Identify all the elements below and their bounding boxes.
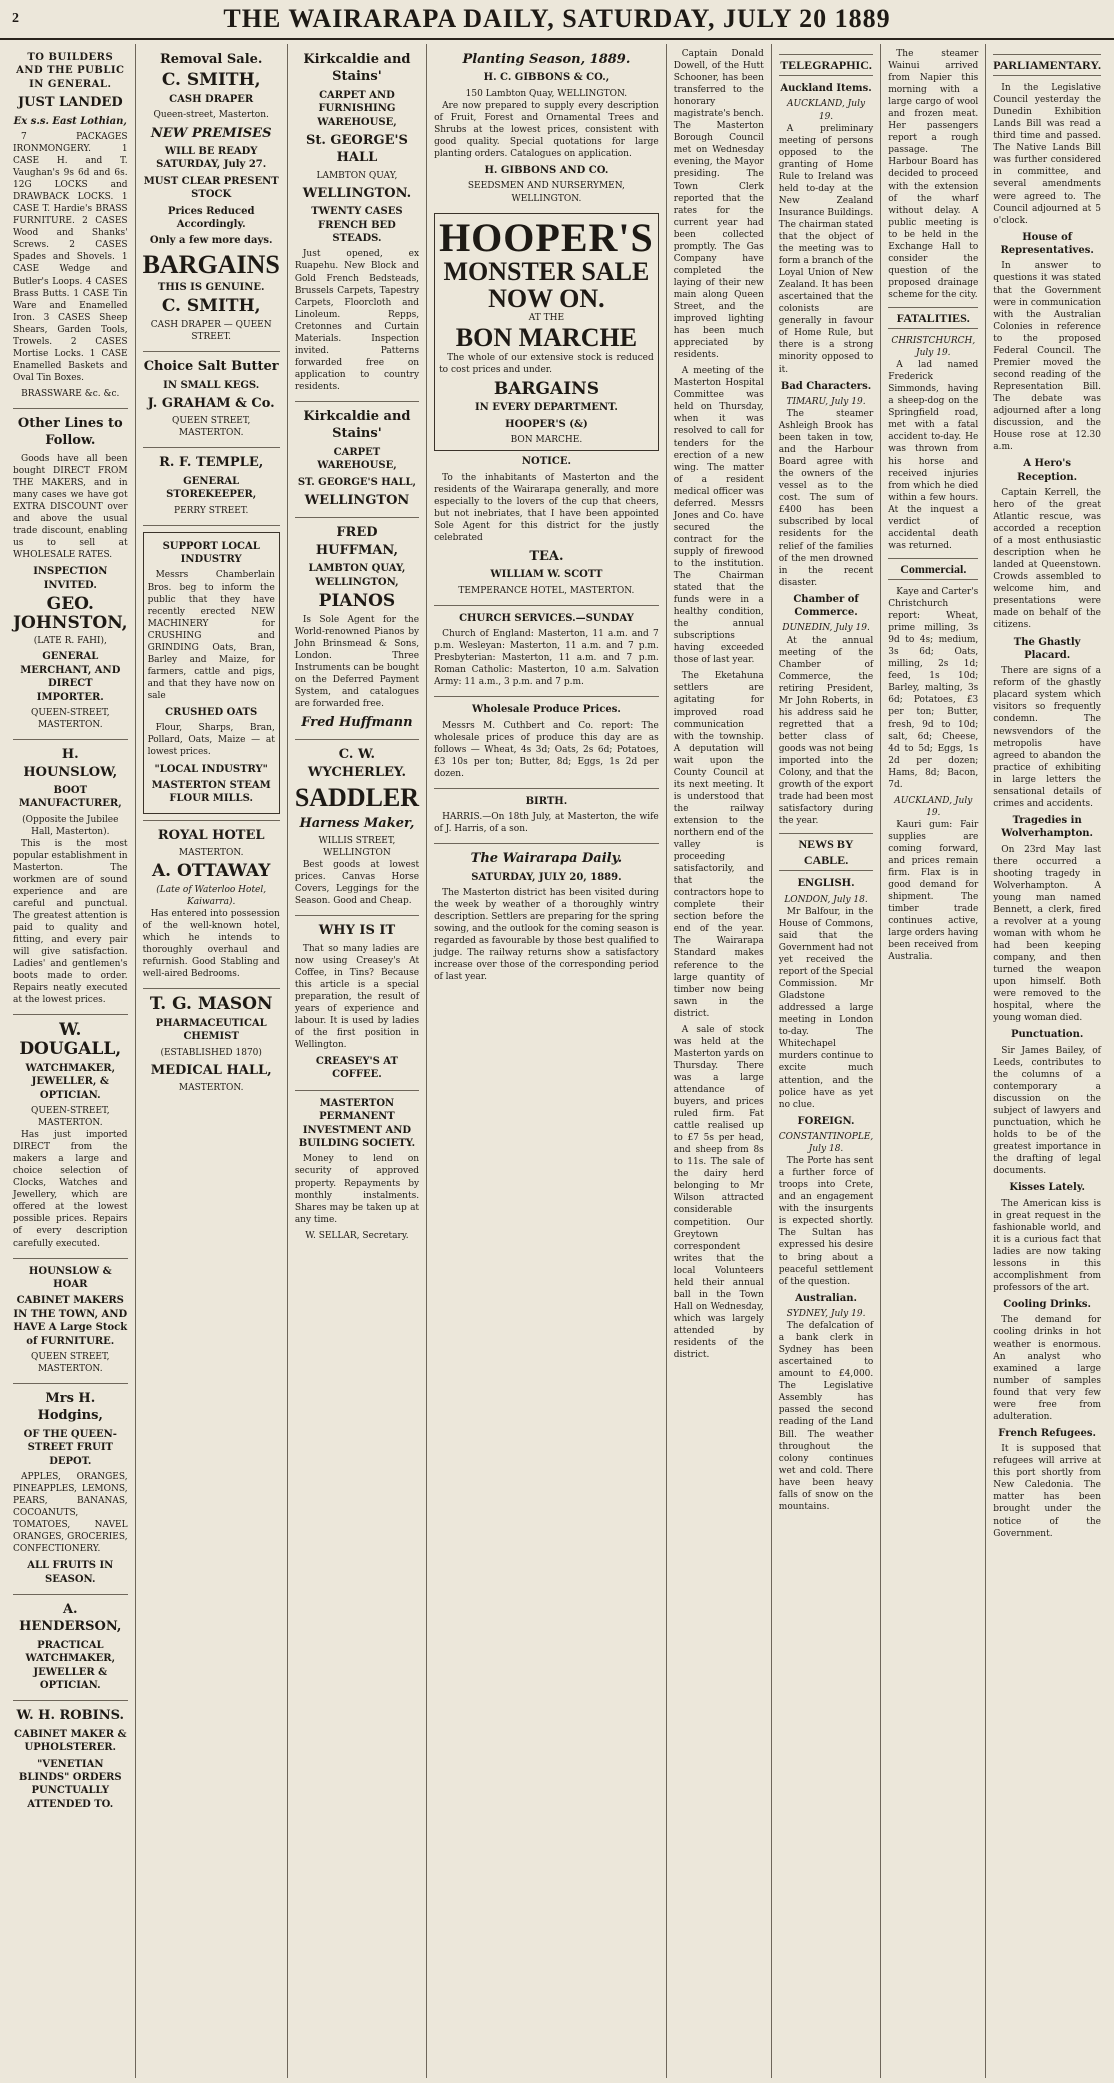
article-heading: Cooling Drinks. <box>1003 1299 1091 1311</box>
article-heading: House of Representatives. <box>1000 231 1094 257</box>
ad-royal-hotel <box>143 827 280 981</box>
ad-name: H. C. GIBBONS & CO., <box>483 72 610 84</box>
ad-dougall <box>13 1021 128 1249</box>
article-text: The steamer Ashleigh Brook has been taken in tow, and the Harbour Board agree with the owners of the vessel as to the cost. The sum of £400 has been subscribed by local residents for the relief of the families of the men drowned in the recent disaster. <box>778 408 874 588</box>
column-2 <box>136 44 288 2078</box>
local-news-paragraph: Captain Donald Dowell, of the Hutt Schooner, has been transferred to the honorary magistrate's bench. The Masterton Borough Council met on Wednesday evening, the Mayor presiding. The Town Clerk reported that the rates for the current year had been collected promptly. The Gas Company have completed the laying of their new main along Queen Street, and the improved lighting has been much appreciated by residents. <box>673 49 764 361</box>
ad-list: APPLES, ORANGES, PINEAPPLES, LEMONS, PEARS, BANANAS, COCOANUTS, TOMATOES, NAVEL ORANGES, GROCERIES, CONFECTIONERY. <box>13 1471 128 1555</box>
ad-name: FRED HUFFMAN, <box>315 525 398 558</box>
article-dateline: LONDON, July 18. <box>784 894 868 905</box>
notice-scott <box>434 455 659 597</box>
ad-heading: Choice Salt Butter <box>143 359 279 375</box>
ad-heading: WHY IS IT <box>318 923 396 939</box>
ad-subheading: Harness Maker, <box>299 815 415 831</box>
ad-heading: Other Lines to Follow. <box>17 416 123 449</box>
ad-name: C. W. WYCHERLEY. <box>307 747 407 780</box>
article-text: The steamer Wainui arrived from Napier this morning with a large cargo of wool and frozen meat. Her passengers report a rough passage. The Harbour Board has decided to proceed with the extension of the wharf without delay. A public meeting is to be held in the Exchange Hall to consider the question of the proposed drainage scheme for the city. <box>888 49 979 300</box>
ad-address: 150 Lambton Quay, WELLINGTON. <box>465 88 628 99</box>
section-heading: PARLIAMENTARY. <box>993 54 1101 76</box>
notice-name: WILLIAM W. SCOTT <box>490 569 603 581</box>
birth-notice <box>434 795 659 835</box>
article-dateline: TIMARU, July 19. <box>786 396 866 407</box>
column-5 <box>667 44 772 2078</box>
ad-name: HOOPER'S (&) <box>505 418 588 430</box>
divider <box>295 1090 419 1091</box>
ad-text: Goods have all been bought DIRECT FROM THE MAKERS, and in many cases we have got EXTRA DISCOUNT over and above the usual trade discount, enabling us to sell at WHOLESALE RATES. <box>13 453 128 561</box>
article-dateline: AUCKLAND, July 19. <box>787 99 866 122</box>
ad-hoopers <box>434 213 659 452</box>
ad-graham <box>143 358 280 439</box>
ad-line: "VENETIAN BLINDS" ORDERS PUNCTUALLY ATTENDED TO. <box>18 1758 122 1810</box>
column-8 <box>986 44 1108 2078</box>
ad-line: "LOCAL INDUSTRY" <box>154 763 268 775</box>
ad-text: Is Sole Agent for the World-renowned Pianos by John Brinsmead & Sons, London. Three Instruments can be bought on the Deferred Payment System, and catalogues are forwarded free. <box>294 614 420 709</box>
divider <box>143 988 280 989</box>
article-heading: The Ghastly Placard. <box>1013 636 1081 661</box>
article-text: Sir James Bailey, of Leeds, contributes to the columns of a contemporary a discussion on the subject of lawyers and punctuation, which he holds to be of the greatest importance in the drafting of legal documents. <box>993 1045 1101 1177</box>
article-dateline: CONSTANTINOPLE, July 18. <box>778 1132 874 1155</box>
article-text: It is supposed that refugees will arrive at this port shortly from New Caledonia. The matter has been brought under the notice of the Government. <box>993 1444 1101 1539</box>
ad-name: Kirkcaldie and Stains' <box>303 52 411 85</box>
ad-trade: WATCHMAKER, JEWELLER, & OPTICIAN. <box>25 1062 116 1101</box>
article-dateline: SYDNEY, July 19. <box>786 1309 866 1320</box>
ad-name: T. G. MASON <box>149 994 273 1015</box>
ad-ship: Ex s.s. East Lothian, <box>13 115 127 127</box>
ad-wycherley <box>295 746 419 907</box>
ad-name: GEO. JOHNSTON, <box>13 594 128 633</box>
ad-line: (ESTABLISHED 1870) <box>160 1047 262 1058</box>
ad-kirkcaldie-2 <box>295 408 419 509</box>
article-heading: Australian. <box>795 1292 857 1304</box>
ad-heading: TO BUILDERS AND THE PUBLIC IN GENERAL. <box>16 52 125 90</box>
ad-name: ROYAL HOTEL <box>157 827 265 843</box>
ad-address: QUEEN-STREET, MASTERTON. <box>30 708 110 731</box>
editorial-text: The Masterton district has been visited during the week by weather of a thoroughly wintry description. Settlers are preparing for the spring sowing, and the outlook for the coming season is regarded as favourable by those best qualified to judge. The railway returns show a satisfactory increase over those of the corresponding period of last year. <box>434 888 659 983</box>
ad-trade: CABINET MAKER & UPHOLSTERER. <box>14 1728 127 1754</box>
article-text: A preliminary meeting of persons opposed to the granting of Home Rule to Ireland was held to-day at the New Zealand Insurance Buildings. The chairman stated that the object of the meeting was to form a branch of the Loyal Union of New Zealand. It has been ascertained that the colonists are generally in favour of Home Rule, but there is a strong minority opposed to it. <box>778 123 874 375</box>
divider <box>143 447 280 448</box>
ad-line: W. SELLAR, Secretary. <box>305 1230 409 1241</box>
article-heading: Tragedies in Wolverhampton. <box>1001 814 1093 840</box>
section-heading: Wholesale Produce Prices. <box>471 704 621 716</box>
ad-line: IN EVERY DEPARTMENT. <box>475 402 618 414</box>
ad-list: 7 PACKAGES IRONMONGERY. 1 CASE H. and T. Vaughan's 9s 6d and 6s. 12G LOCKS and DRAWBACK LOCKS. 1 CASE T. Hardie's BRASS FURNITURE. 2 CASES Wood and Shanks' Screws. 2 CASES Spades and Shovels. 1 CASE Wedge and Butler's Loops. 4 CASES Brass Butts. 1 CASE Tin Ware and Enamelled Iron. 3 CASES Sheep Shears, Garden Tools, Trowels. 2 CASES Mortise Locks. 1 CASE Enamelled Baskets and Oval Tin Boxes. <box>13 131 128 383</box>
ad-address: (Opposite the Jubilee Hall, Masterton). <box>22 814 119 837</box>
article-text: Mr Balfour, in the House of Commons, said that the Government had not yet received the report of the Special Commission. Mr Gladstone addressed a large meeting in London to-day. The Whitechapel murders continue to excite much attention, and the police have as yet no clue. <box>778 906 874 1110</box>
column-6 <box>772 44 881 2078</box>
article-dateline: DUNEDIN, July 19. <box>782 623 870 634</box>
ad-text: Has entered into possession of the well-known hotel, which he intends to thoroughly overhaul and refurnish. Good Stabling and well-aired Bedrooms. <box>142 908 280 980</box>
ad-city: WELLINGTON. <box>302 185 412 201</box>
ad-ironmongery <box>13 51 128 400</box>
divider <box>13 1258 128 1259</box>
ad-name: W. DOUGALL, <box>19 1020 122 1060</box>
ad-address: WILLIS STREET, WELLINGTON <box>318 835 396 858</box>
divider <box>143 525 280 526</box>
article-text: The American kiss is in great request in the fashionable world, and it is a curious fact that ladies are now taking lessons in this accomplishment from professors of the art. <box>993 1198 1101 1293</box>
column-7 <box>881 44 986 2078</box>
ad-trade: CARPET WAREHOUSE, <box>317 446 397 472</box>
ad-owner: A. OTTAWAY <box>151 861 271 882</box>
ad-trade: PHARMACEUTICAL CHEMIST <box>155 1017 267 1043</box>
ad-line: TWENTY CASES FRENCH BED STEADS. <box>311 206 403 245</box>
ad-line: (Late of Waterloo Hotel, Kaiwarra). <box>156 884 267 907</box>
divider <box>13 1594 128 1595</box>
column-1 <box>6 44 136 2078</box>
article-text: In the Legislative Council yesterday the Dunedin Exhibition Lands Bill was read a third time and passed. The Native Lands Bill was further considered in committee, and several amendments were agreed to. The Council adjourned at 5 o'clock. <box>993 83 1101 226</box>
divider <box>143 820 280 821</box>
ad-line: CRUSHED OATS <box>165 706 258 718</box>
divider <box>434 788 659 789</box>
ad-trade: CASH DRAPER <box>169 94 254 106</box>
article-heading: FOREIGN. <box>797 1115 855 1127</box>
ad-gibbons <box>434 51 659 205</box>
ad-text: That so many ladies are now using Creasey's At Coffee, in Tins? Because this article is a special preparation, the result of years of experience and labour. It is used by ladies of the first position in Wellington. <box>294 943 420 1051</box>
newspaper-title: THE WAIRARAPA DAILY, SATURDAY, JULY 20 1889 <box>223 4 891 33</box>
ad-address: LAMBTON QUAY, <box>316 170 398 181</box>
article-heading: ENGLISH. <box>797 878 855 890</box>
ad-line: NOW ON. <box>488 283 605 313</box>
ad-line: MASTERTON STEAM FLOUR MILLS. <box>151 779 271 805</box>
divider <box>295 401 419 402</box>
ad-address: WELLINGTON. <box>511 193 582 204</box>
ad-mason <box>143 995 280 1094</box>
ad-smith-removal <box>143 51 280 343</box>
ad-kirkcaldie-1 <box>295 51 419 393</box>
article-text: The Porte has sent a further force of troops into Crete, and an engagement with the insurgents is expected shortly. The Sultan has expressed his desire to bring about a peaceful settlement of the question. <box>778 1156 874 1287</box>
ad-trade: SADDLER <box>294 783 420 813</box>
article-heading: Bad Characters. <box>780 380 872 392</box>
ad-line: MUST CLEAR PRESENT STOCK <box>143 175 279 201</box>
produce-prices <box>434 703 659 780</box>
ad-line: ALL FRUITS IN SEASON. <box>27 1560 114 1585</box>
ad-henderson <box>13 1601 128 1692</box>
ad-name: A. HENDERSON, <box>19 1602 122 1635</box>
ad-name: R. F. TEMPLE, <box>159 455 264 471</box>
ad-line: Only a few more days. <box>149 235 273 247</box>
editorial-date: SATURDAY, JULY 20, 1889. <box>471 871 622 883</box>
ad-huffman <box>295 524 419 731</box>
ad-line: THIS IS GENUINE. <box>157 281 265 293</box>
ad-subheading: JUST LANDED <box>17 95 123 111</box>
article-text: In answer to questions it was stated that the Government were in communication with the Australian Colonies in reference to the proposed Federal Council. The Premier moved the second reading of the Representation Bill. The debate was adjourned after a long discussion, and the House rose at 12.30 a.m. <box>993 261 1101 453</box>
divider <box>295 517 419 518</box>
ad-name: HOOPER'S <box>439 214 654 260</box>
local-news-paragraph: A meeting of the Masterton Hospital Committee was held on Thursday, when it was resolved to call for tenders for the erection of a new wing. The matter of a resident medical officer was deferred. Messrs Jones and Co. have secured the contract for the supply of firewood to the institution. The Chairman stated that the funds were in a healthy condition, the annual subscriptions having exceeded those of last year. <box>673 366 764 666</box>
divider <box>13 1014 128 1015</box>
ad-city: WELLINGTON <box>304 492 410 508</box>
article-dateline: CHRISTCHURCH, July 19. <box>891 336 976 359</box>
ad-line: AT THE <box>528 313 565 324</box>
editorial-masthead: The Wairarapa Daily. <box>470 851 623 867</box>
ad-name: MASTERTON PERMANENT INVESTMENT AND BUILDING SOCIETY. <box>298 1097 416 1150</box>
ad-local-industry <box>143 532 280 814</box>
notice-address: TEMPERANCE HOTEL, MASTERTON. <box>458 585 635 596</box>
ad-name: Mrs H. Hodgins, <box>37 1390 103 1424</box>
ad-line: SEEDSMEN AND NURSERYMEN, <box>467 181 625 192</box>
notice-text: To the inhabitants of Masterton and the residents of the Wairarapa generally, and more especially to the lovers of the cup that cheers, but not inebriates, that I have been appointed Sole Agent for this district for the justly celebrated <box>434 472 659 543</box>
ad-line: BON MARCHE. <box>510 435 583 446</box>
divider <box>13 1383 128 1384</box>
section-heading: TELEGRAPHIC. <box>779 54 873 76</box>
ad-address: PERRY STREET. <box>174 505 249 516</box>
ad-hounslow-hoar <box>13 1265 128 1375</box>
divider <box>434 843 659 844</box>
local-news-paragraph: A sale of stock was held at the Masterton yards on Thursday. There was a large attendance of buyers, and prices ruled firm. Fat cattle realised up to £7 5s per head, and sheep from 8s to 11s. The sale of the dairy herd belonging to Mr Wilson attracted considerable competition. Our Greytown correspondent writes that the local Volunteers held their annual ball in the Town Hall on Wednesday, which was largely attended by residents of the district. <box>673 1024 764 1361</box>
notice-heading: NOTICE. <box>521 456 571 468</box>
ad-creasey <box>295 922 419 1082</box>
article-text: A lad named Frederick Simmonds, having a sheep-dog on the Springfield road, met with a fatal accident to-day. He was thrown from his horse and received injuries from which he died within a few hours. At the inquest a verdict of accidental death was returned. <box>888 360 979 551</box>
divider <box>13 1700 128 1701</box>
ad-johnston <box>13 415 128 731</box>
ad-trade: GENERAL STOREKEEPER, <box>166 475 257 501</box>
ad-address: QUEEN STREET, MASTERTON. <box>171 416 251 439</box>
ad-hounslow <box>13 746 128 1006</box>
ad-hodgins <box>13 1390 128 1586</box>
ad-line: MONSTER SALE <box>443 256 650 286</box>
ad-address: Queen-street, Masterton. <box>153 110 269 121</box>
article-dateline: AUCKLAND, July 19. <box>894 795 973 818</box>
ad-robins <box>13 1707 128 1811</box>
ad-line: Prices Reduced Accordingly. <box>167 205 255 230</box>
notice-line: TEA. <box>529 548 564 564</box>
section-heading: Commercial. <box>888 558 978 580</box>
section-heading: FATALITIES. <box>888 307 978 329</box>
ad-text: Has just imported DIRECT from the makers a large and choice selection of Clocks, Watches and Jewellery, which are offered at the lowest possible prices. Repairs of every description carefully executed. <box>13 1130 128 1249</box>
ad-line: (LATE R. FAHI), <box>33 636 107 647</box>
ad-name: C. SMITH, <box>161 296 261 317</box>
ad-line: BRASSWARE &c. &c. <box>21 388 120 399</box>
column-3 <box>288 44 427 2078</box>
ad-trade: GENERAL MERCHANT, AND DIRECT IMPORTER. <box>20 651 121 703</box>
ad-line: St. GEORGE'S HALL <box>305 132 408 166</box>
church-services <box>434 612 659 689</box>
ad-text: The whole of our extensive stock is reduced to cost prices and under. <box>439 352 654 375</box>
ad-bargains: BARGAINS <box>142 249 280 279</box>
ad-address: QUEEN-STREET, MASTERTON. <box>30 1105 110 1129</box>
divider <box>13 739 128 740</box>
article-heading: Auckland Items. <box>780 83 872 95</box>
section-text: HARRIS.—On 18th July, at Masterton, the wife of J. Harris, of a son. <box>434 812 659 835</box>
ad-address: MASTERTON. <box>178 848 244 859</box>
section-heading: CHURCH SERVICES.—SUNDAY <box>459 612 634 624</box>
ad-text: Messrs Chamberlain Bros. beg to inform the public that they have recently erected NEW MACHINERY for CRUSHING and GRINDING Oats, Bran, Barley and Maize, for farmers, cattle and pigs, and that they have now on sale <box>147 570 275 701</box>
ad-line: ST. GEORGE'S HALL, <box>297 476 417 488</box>
ad-line: MEDICAL HALL, <box>150 1062 272 1078</box>
ad-name: W. H. ROBINS. <box>16 1708 125 1724</box>
section-heading: NEWS BY CABLE. <box>779 833 873 871</box>
divider <box>295 739 419 740</box>
article-heading: French Refugees. <box>998 1427 1097 1439</box>
ad-address: QUEEN STREET, MASTERTON. <box>31 1351 110 1374</box>
ad-name: Kirkcaldie and Stains' <box>303 408 411 442</box>
editorial <box>434 850 659 983</box>
ad-text: Best goods at lowest prices. Canvas Horse Covers, Leggings for the Season. Good and Cheap. <box>294 860 420 907</box>
ad-line: CREASEY'S AT COFFEE. <box>315 1056 398 1081</box>
divider <box>143 351 280 352</box>
ad-trade: CABINET MAKERS IN THE TOWN, AND HAVE A Large Stock of FURNITURE. <box>13 1295 128 1347</box>
article-text: There are signs of a reform of the ghastly placard system which visitors so frequently condemn. The newsvendors of the metropolis have agreed to abandon the practice of exhibiting in large letters the sensational details of crimes and accidents. <box>993 666 1101 809</box>
section-text: Church of England: Masterton, 11 a.m. and 7 p.m. Wesleyan: Masterton, 11 a.m. and 7 p.m. Presbyterian: Masterton, 11 a.m. and 7 p.m. Roman Catholic: Masterton, 10 a.m. Salvation Army: 11 a.m., 3 p.m. and 7 p.m. <box>434 629 659 688</box>
section-heading: BIRTH. <box>525 795 568 807</box>
article-heading: Punctuation. <box>1010 1029 1084 1041</box>
columns <box>6 44 1108 2078</box>
ad-trade: CARPET AND FURNISHING WAREHOUSE, <box>317 89 397 128</box>
ad-text: Just opened, ex Ruapehu. New Block and Gold French Bedsteads, Brussels Carpets, Tapestry Carpets, Floorcloth and Linoleum. Repps, Cretonnes and Curtain Materials. Inspection invited. Patterns forwarded free on application to country residents. <box>294 249 420 392</box>
ad-line: BON MARCHE <box>455 323 638 353</box>
ad-heading: Removal Sale. <box>159 52 263 67</box>
divider <box>295 915 419 916</box>
ad-list: Flour, Sharps, Bran, Pollard, Oats, Maize — at lowest prices. <box>147 723 275 758</box>
ad-name: HOUNSLOW & HOAR <box>28 1265 112 1290</box>
ad-name: H. GIBBONS AND CO. <box>484 165 609 177</box>
ad-line: PIANOS <box>318 590 396 611</box>
ad-address: CASH DRAPER — QUEEN STREET. <box>150 320 272 343</box>
ad-name: H. HOUNSLOW, <box>23 747 118 780</box>
article-text: On 23rd May last there occurred a shooting tragedy in Wolverhampton. A young man named Bennett, a clerk, fired a revolver at a young woman with whom he had been keeping company, and then turned the weapon upon himself. Both were removed to the hospital, where the young woman died. <box>993 844 1101 1024</box>
ad-building-society <box>295 1097 419 1242</box>
article-heading: A Hero's Reception. <box>1017 458 1078 483</box>
ad-temple <box>143 454 280 516</box>
ad-name: C. SMITH, <box>161 70 261 91</box>
article-text: Captain Kerrell, the hero of the great Atlantic rescue, was accorded a reception of a most enthusiastic description when he landed at Queenstown. Crowds assembled to welcome him, and presentations were made on behalf of the citizens. <box>993 487 1101 631</box>
article-text: The defalcation of a bank clerk in Sydney has been ascertained to amount to £4,000. The Legislative Assembly has passed the second reading of the Land Bill. The weather throughout the colony continues wet and cold. There have been heavy falls of snow on the mountains. <box>778 1321 874 1512</box>
ad-heading: SUPPORT LOCAL INDUSTRY <box>162 540 260 566</box>
article-heading: Kisses Lately. <box>1009 1182 1085 1194</box>
ad-line: BARGAINS <box>493 378 599 399</box>
ad-trade: PRACTICAL WATCHMAKER, JEWELLER & OPTICIAN. <box>25 1639 116 1692</box>
ad-name: J. GRAHAM & Co. <box>147 395 275 411</box>
masthead <box>0 0 1114 40</box>
article-text: Kauri gum: Fair supplies are coming forward, and prices remain firm. Flax is in good demand for shipment. The timber trade continues active, large orders having been received from Australia. <box>888 819 979 963</box>
article-text: Kaye and Carter's Christchurch report: Wheat, prime milling, 3s 9d to 4s; medium, 3s 6d; Oats, milling, 2s 1d; feed, 1s 10d; Barley, malting, 3s 6d; Potatoes, £3 per ton; Butter, fresh, 9d to 10d; salt, 6d; Cheese, 4d to 5d; Eggs, 1s 2d per dozen; Hams, 8d; Bacon, 7d. <box>888 586 979 790</box>
article-text: At the annual meeting of the Chamber of Commerce, the retiring President, Mr John Roberts, in his address said he regretted that a better class of goods was not being imported into the Colony, and that the growth of the export trade had been most satisfactory during the year. <box>778 635 874 827</box>
article-text: The demand for cooling drinks in hot weather is enormous. An analyst who examined a large number of samples found that very few were free from adulteration. <box>993 1315 1101 1422</box>
ad-line: NEW PREMISES <box>150 125 272 141</box>
local-news-paragraph: The Eketahuna settlers are agitating for improved road communication with the township. A deputation will wait upon the County Council at its next meeting. It is understood that the railway extension to the northern end of the valley is proceeding satisfactorily, and that the contractors hope to complete their section before the end of the year. The Wairarapa Standard makes reference to the large quantity of timber now being sawn in the district. <box>673 671 764 1019</box>
ad-name: Fred Huffmann <box>301 715 413 731</box>
ad-address: MASTERTON. <box>178 1083 244 1094</box>
divider <box>434 605 659 606</box>
ad-text: Are now prepared to supply every description of Fruit, Forest and Ornamental Trees and Shrubs at the lowest prices, consistent with good quality. Special quotations for large planting orders. Catalogues on application. <box>434 100 659 160</box>
ad-heading: Planting Season, 1889. <box>462 52 631 67</box>
ad-trade: OF THE QUEEN-STREET FRUIT DEPOT. <box>23 1428 117 1467</box>
page-number: 2 <box>12 11 19 26</box>
ad-line: WILL BE READY SATURDAY, July 27. <box>156 145 267 171</box>
ad-subheading: IN SMALL KEGS. <box>163 379 260 391</box>
ad-text: Money to lend on security of approved property. Repayments by monthly instalments. Shares may be taken up at any time. <box>294 1154 420 1225</box>
section-text: Messrs M. Cuthbert and Co. report: The wholesale prices of produce this day are as follows — Wheat, 4s 3d; Oats, 2s 6d; Potatoes, £3 10s per ton; Butter, 8d; Eggs, 1s 2d per dozen. <box>434 720 659 779</box>
ad-address: LAMBTON QUAY, WELLINGTON, <box>308 563 406 588</box>
divider <box>13 408 128 409</box>
ad-trade: BOOT MANUFACTURER, <box>18 784 122 810</box>
ad-line: INSPECTION INVITED. <box>33 566 108 591</box>
ad-text: This is the most popular establishment in Masterton. The workmen are of sound experience and are careful and punctual. The greatest attention is paid to quality and fitting, and every pair will give satisfaction. Ladies' and gentlemen's boots made to order. Repairs neatly executed at the lowest prices. <box>13 838 128 1006</box>
article-heading: Chamber of Commerce. <box>793 593 859 619</box>
divider <box>434 696 659 697</box>
column-4 <box>427 44 667 2078</box>
